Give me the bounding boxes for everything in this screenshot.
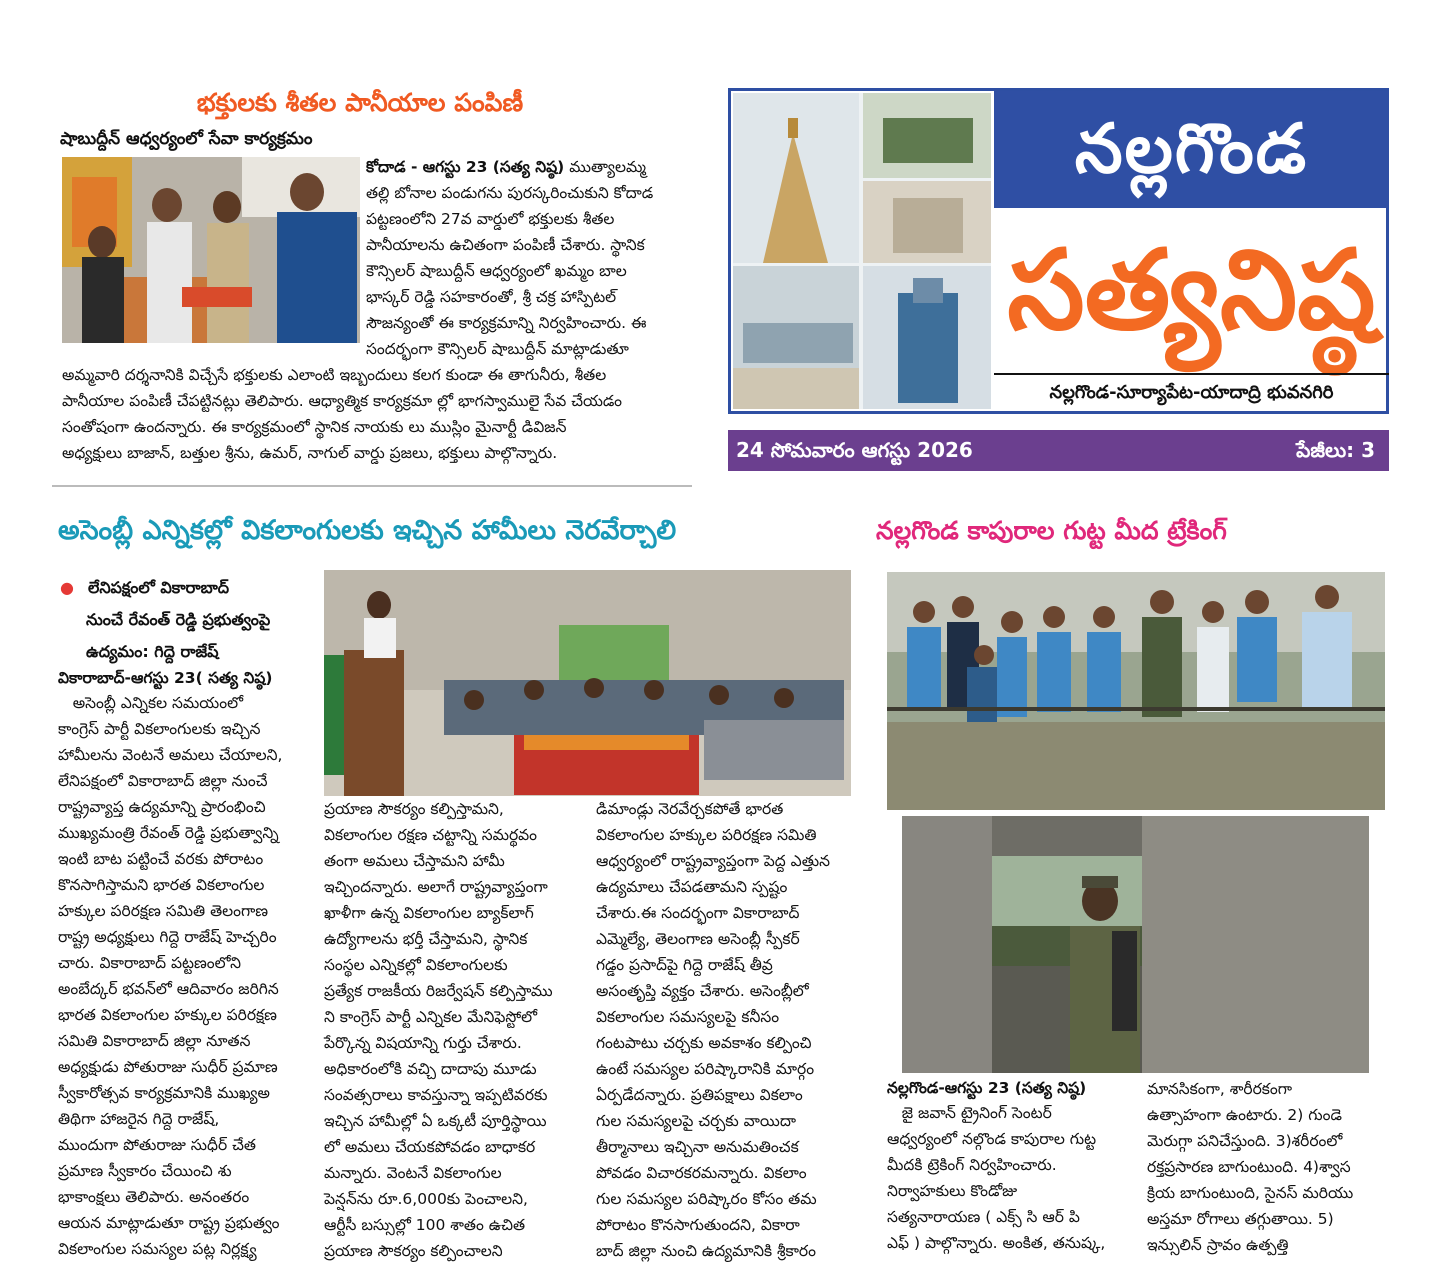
page-number: పేజీలు: 3 <box>1296 438 1375 462</box>
story1-line: పానీయాల పంపిణీ చేపట్టినట్లు తెలిపారు. ఆధ్యాత్మిక కార్యక్రమా ల్లో భాగస్వాములై సేవ చేయడం <box>62 392 623 410</box>
story2-line: చేశారు.ఈ సందర్భంగా వికారాబాద్ <box>596 904 800 922</box>
story1-line: ముత్యాలమ్మ <box>569 158 647 176</box>
story2-line: తిథిగా హాజరైన గిద్దె రాజేష్, <box>58 1110 220 1128</box>
story1-line: అధ్యక్షులు బాజాన్, బత్తుల శ్రీను, ఉమర్, నాగుల్ వార్డు ప్రజలు, భక్తులు పాల్గొన్నారు. <box>62 444 558 462</box>
story1-line: తల్లి బోనాల పండుగను పురస్కరించుకుని కోదాడ <box>366 184 654 202</box>
story1-line: సౌజన్యంతో ఈ కార్యక్రమాన్ని నిర్వహించారు. ఈ <box>366 314 647 332</box>
story2-headline: అసెంబ్లీ ఎన్నికల్లో వికలాంగులకు ఇచ్చిన హామీలు నెరవేర్చాలి <box>58 515 677 546</box>
story2-line: వికలాంగుల సమస్యల పట్ల నిర్లక్ష్య <box>58 1240 257 1258</box>
story2-line: అసంతృప్తి వ్యక్తం చేశారు. అసెంబ్లీలో <box>596 982 809 1000</box>
story2-line: లో అమలు చేయకపోవడం బాధాకర <box>324 1138 536 1156</box>
story1-photo <box>62 157 360 343</box>
story3-line: క్రియ బాగుంటుంది, సైనస్ మరియు <box>1147 1184 1354 1202</box>
date-bar <box>728 430 1389 471</box>
story1-line: అమ్మవారి దర్శనానికి విచ్చేసే భక్తులకు ఎలాంటి ఇబ్బందులు కలగ కుండా ఈ తాగునీరు, శీతల <box>62 366 607 384</box>
story2-line: రాష్ట్ర అధ్యక్షులు గిద్దె రాజేష్ హెచ్చరిం <box>58 928 277 946</box>
story2-line: ప్రత్యేక రాజకీయ రిజర్వేషన్ కల్పిస్తాము <box>324 982 553 1000</box>
story2-line: పోవడం విచారకరమన్నారు. వికలాం <box>596 1164 807 1182</box>
story2-line: అంబేద్కర్ భవన్‌లో ఆదివారం జరిగిన <box>58 980 279 998</box>
story2-line: అసెంబ్లీ ఎన్నికల సమయంలో <box>58 694 244 712</box>
story3-line: ఇన్సులిన్ స్రావం ఉత్పత్తి <box>1147 1236 1289 1254</box>
story2-line: స్వీకారోత్సవ కార్యక్రమానికి ముఖ్యఅ <box>58 1084 270 1102</box>
story2-line: ముందుగా పోతురాజు సుధీర్ చేత <box>58 1136 256 1154</box>
story2-line: లేనిపక్షంలో వికారాబాద్ జిల్లా నుంచే <box>58 772 268 790</box>
story3-photo-doorway <box>902 816 1369 1073</box>
story2-line: బాద్ జిల్లా నుంచి ఉద్యమానికి శ్రీకారం <box>596 1242 816 1260</box>
story2-line: చారు. వికారాబాద్ పట్టణంలోని <box>58 954 242 972</box>
story2-line: ప్రమాణ స్వీకారం చేయించి శు <box>58 1162 232 1180</box>
story2-line: ఉద్యోగాలను భర్తీ చేస్తామని, స్థానిక <box>324 930 528 948</box>
story3-line: మెరుగ్గా పనిచేస్తుంది. 3)శరీరంలో <box>1147 1132 1343 1150</box>
story2-line: ఆయన మాట్లాడుతూ రాష్ట్ర ప్రభుత్వం <box>58 1214 280 1232</box>
story2-line: తంగా అమలు చేస్తామని హామీ <box>324 852 505 870</box>
story2-line: పోరాటం కొనసాగుతుందని, వికారా <box>596 1216 800 1234</box>
story2-line: పెన్షన్‌ను రూ.6,000కు పెంచాలని, <box>324 1190 528 1208</box>
story3-headline: నల్లగొండ కాపురాల గుట్ట మీద ట్రేకింగ్ <box>876 516 1227 545</box>
story2-line: ఖాళీగా ఉన్న వికలాంగుల బ్యాక్‌లాగ్ <box>324 904 534 922</box>
story2-line: ఇంటి బాట పట్టించే వరకు పోరాటం <box>58 850 264 868</box>
story2-column-3 <box>596 796 850 1264</box>
story1-line: పానీయాలను ఉచితంగా పంపిణీ చేశారు. స్థానిక <box>366 236 645 254</box>
story1-line: పట్టణంలోని 27వ వార్డులో భక్తులకు శీతల <box>366 210 615 228</box>
story2-line: ఇచ్చిందన్నారు. అలాగే రాష్ట్రవ్యాప్తంగా <box>324 878 548 896</box>
story1-line: భాస్కర్ రెడ్డి సహకారంతో, శ్రీ చక్ర హాస్పిటల్ <box>366 288 617 306</box>
story2-line: హామీలను వెంటనే అమలు చేయాలని, <box>58 746 283 764</box>
masthead-collage <box>733 93 991 409</box>
story1-dateline: కోదాడ - ఆగస్టు 23 (సత్య నిష్ఠ) <box>366 158 565 176</box>
story2-bullet-line: ఉద్యమం: గిద్దె రాజేష్ <box>86 642 219 661</box>
story2-line: మన్నారు. వెంటనే వికలాంగుల <box>324 1164 502 1182</box>
story2-line: ఆర్టీసీ బస్సుల్లో 100 శాతం ఉచిత <box>324 1216 526 1234</box>
story2-line: కొనసాగిస్తామని భారత వికలాంగుల <box>58 876 265 894</box>
story2-line: ముఖ్యమంత్రి రేవంత్ రెడ్డి ప్రభుత్వాన్ని <box>58 824 279 842</box>
story3-line: ఉత్సాహంగా ఉంటారు. 2) గుండె <box>1147 1106 1342 1124</box>
story2-line: డిమాండ్లు నెరవేర్చకపోతే భారత <box>596 800 784 818</box>
story2-column-2 <box>324 796 578 1264</box>
story2-bullet-line: నుంచే రేవంత్ రెడ్డి ప్రభుత్వంపై <box>86 610 271 629</box>
masthead <box>728 88 1389 414</box>
story2-line: గుల సమస్యలపై చర్చకు వాయిదా <box>596 1112 796 1130</box>
story2-line: వికలాంగుల సమస్యలపై కనీసం <box>596 1008 780 1026</box>
story2-line: తీర్మానాలు ఇచ్చినా అనుమతించక <box>596 1138 799 1156</box>
story2-dateline: వికారాబాద్-ఆగస్టు 23( సత్య నిష్ఠ) <box>58 669 273 687</box>
story2-line: ఇచ్చిన హామీల్లో ఏ ఒక్కటీ పూర్తిస్థాయి <box>324 1112 547 1130</box>
story2-photo <box>324 570 851 796</box>
story3-line: ఆధ్వర్యంలో నల్గొండ కాపురాల గుట్ట <box>887 1130 1097 1148</box>
masthead-top-title: నల్లగొండ <box>994 91 1389 208</box>
story3-line: మీదకి ట్రెకింగ్ నిర్వహించారు. <box>887 1156 1057 1174</box>
story2-line: గంటపాటు చర్చకు అవకాశం కల్పించి <box>596 1034 812 1052</box>
story2-line: పేర్కొన్న విషయాన్ని గుర్తు చేశారు. <box>324 1034 522 1052</box>
story3-line: మానసికంగా, శారీరకంగా <box>1147 1080 1293 1098</box>
story2-line: ప్రయాణ సౌకర్యం కల్పించాలని <box>324 1242 503 1260</box>
issue-date: 24 సోమవారం ఆగస్టు 2026 <box>736 438 973 462</box>
story2-line: ఏర్పడేదన్నారు. ప్రతిపక్షాలు వికలాం <box>596 1086 803 1104</box>
story2-line: ప్రయాణ సౌకర్యం కల్పిస్తామని, <box>324 800 504 818</box>
story1-line: సందర్భంగా కౌన్సిలర్ షాబుద్దీన్ మాట్లాడుతూ <box>366 340 629 358</box>
masthead-main-title: సత్యనిష్ఠ <box>1007 226 1376 354</box>
story1-subhead: షాబుద్దీన్ ఆధ్వర్యంలో సేవా కార్యక్రమం <box>60 129 313 149</box>
story2-bullet-line: ● లేనిపక్షంలో వికారాబాద్ <box>60 578 230 597</box>
story2-line: ఎమ్మెల్యే, తెలంగాణ అసెంబ్లీ స్పీకర్ <box>596 930 800 948</box>
story2-line: వికలాంగుల హక్కుల పరిరక్షణ సమితి <box>596 826 817 844</box>
story1-line: సంతోషంగా ఉందన్నారు. ఈ కార్యక్రమంలో స్థానిక నాయకు లు ముస్లిం మైనార్టీ డివిజన్ <box>62 418 567 436</box>
story2-line: వికలాంగుల రక్షణ చట్టాన్ని సమర్థవం <box>324 826 538 844</box>
story2-line: గుల సమస్యల పరిష్కారం కోసం తమ <box>596 1190 817 1208</box>
story2-line: గడ్డం ప్రసాద్‌పై గిద్దె రాజేష్ తీవ్ర <box>596 956 773 974</box>
story2-line: సంవత్సరాలు కావస్తున్నా ఇప్పటివరకు <box>324 1086 548 1104</box>
story2-line: కాంగ్రెస్ పార్టీ వికలాంగులకు ఇచ్చిన <box>58 720 261 738</box>
story2-line: సంస్థల ఎన్నికల్లో వికలాంగులకు <box>324 956 508 974</box>
story2-line: ఉంటే సమస్యల పరిష్కారానికి మార్గం <box>596 1060 815 1078</box>
story3-photo-group <box>887 572 1385 810</box>
story2-line: అధికారంలోకి వచ్చి దాదాపు మూడు <box>324 1060 537 1078</box>
story1-line: కౌన్సిలర్ షాబుద్దీన్ ఆధ్వర్యంలో ఖమ్మం బాల <box>366 262 627 280</box>
story3-line: ఎఫ్ ) పాల్గొన్నారు. అంకిత, తనుష్క, <box>887 1234 1106 1252</box>
story3-line: నిర్వాహకులు కొండోజు <box>887 1182 1018 1200</box>
story2-line: ని కాంగ్రెస్ పార్టీ ఎన్నికల మేనిఫెస్టోలో <box>324 1008 538 1026</box>
masthead-subtitle: నల్లగొండ-సూర్యాపేట-యాదాద్రి భువనగిరి <box>994 373 1389 411</box>
story3-dateline: నల్లగొండ-ఆగస్టు 23 (సత్య నిష్ఠ) <box>887 1079 1087 1097</box>
story2-line: రాష్ట్రవ్యాప్త ఉద్యమాన్ని ప్రారంభించి <box>58 798 266 816</box>
story2-line: ఉద్యమాలు చేపడతామని స్పష్టం <box>596 878 788 896</box>
story3-line: జై జవాన్ ట్రైనింగ్ సెంటర్ <box>887 1104 1052 1122</box>
story3-line: రక్తప్రసారణ బాగుంటుంది. 4)శ్వాస <box>1147 1158 1351 1176</box>
story2-line: ఆధ్వర్యంలో రాష్ట్రవ్యాప్తంగా పెద్ద ఎత్తున <box>596 852 830 870</box>
story2-line: అధ్యక్షుడు పోతురాజు సుధీర్ ప్రమాణ <box>58 1058 278 1076</box>
story3-line: సత్యనారాయణ ( ఎక్స్ సి ఆర్ పి <box>887 1208 1080 1226</box>
story2-line: సమితి వికారాబాద్ జిల్లా నూతన <box>58 1032 251 1050</box>
bullet-dot: ● <box>60 578 74 597</box>
story2-line: హక్కుల పరిరక్షణ సమితి తెలంగాణ <box>58 902 269 920</box>
story1-line <box>366 154 662 180</box>
story2-line: భారత వికలాంగుల హక్కుల పరిరక్షణ <box>58 1006 277 1024</box>
story3-column-1 <box>887 1100 1137 1256</box>
story3-column-2 <box>1147 1076 1389 1258</box>
story2-column-1 <box>58 690 306 1262</box>
story1-headline: భక్తులకు శీతల పానీయాల పంపిణీ <box>196 88 524 117</box>
story2-line: భాకాంక్షలు తెలిపారు. అనంతరం <box>58 1188 250 1206</box>
story3-line: అస్తమా రోగాలు తగ్గుతాయి. 5) <box>1147 1210 1334 1228</box>
section-divider <box>52 485 692 487</box>
